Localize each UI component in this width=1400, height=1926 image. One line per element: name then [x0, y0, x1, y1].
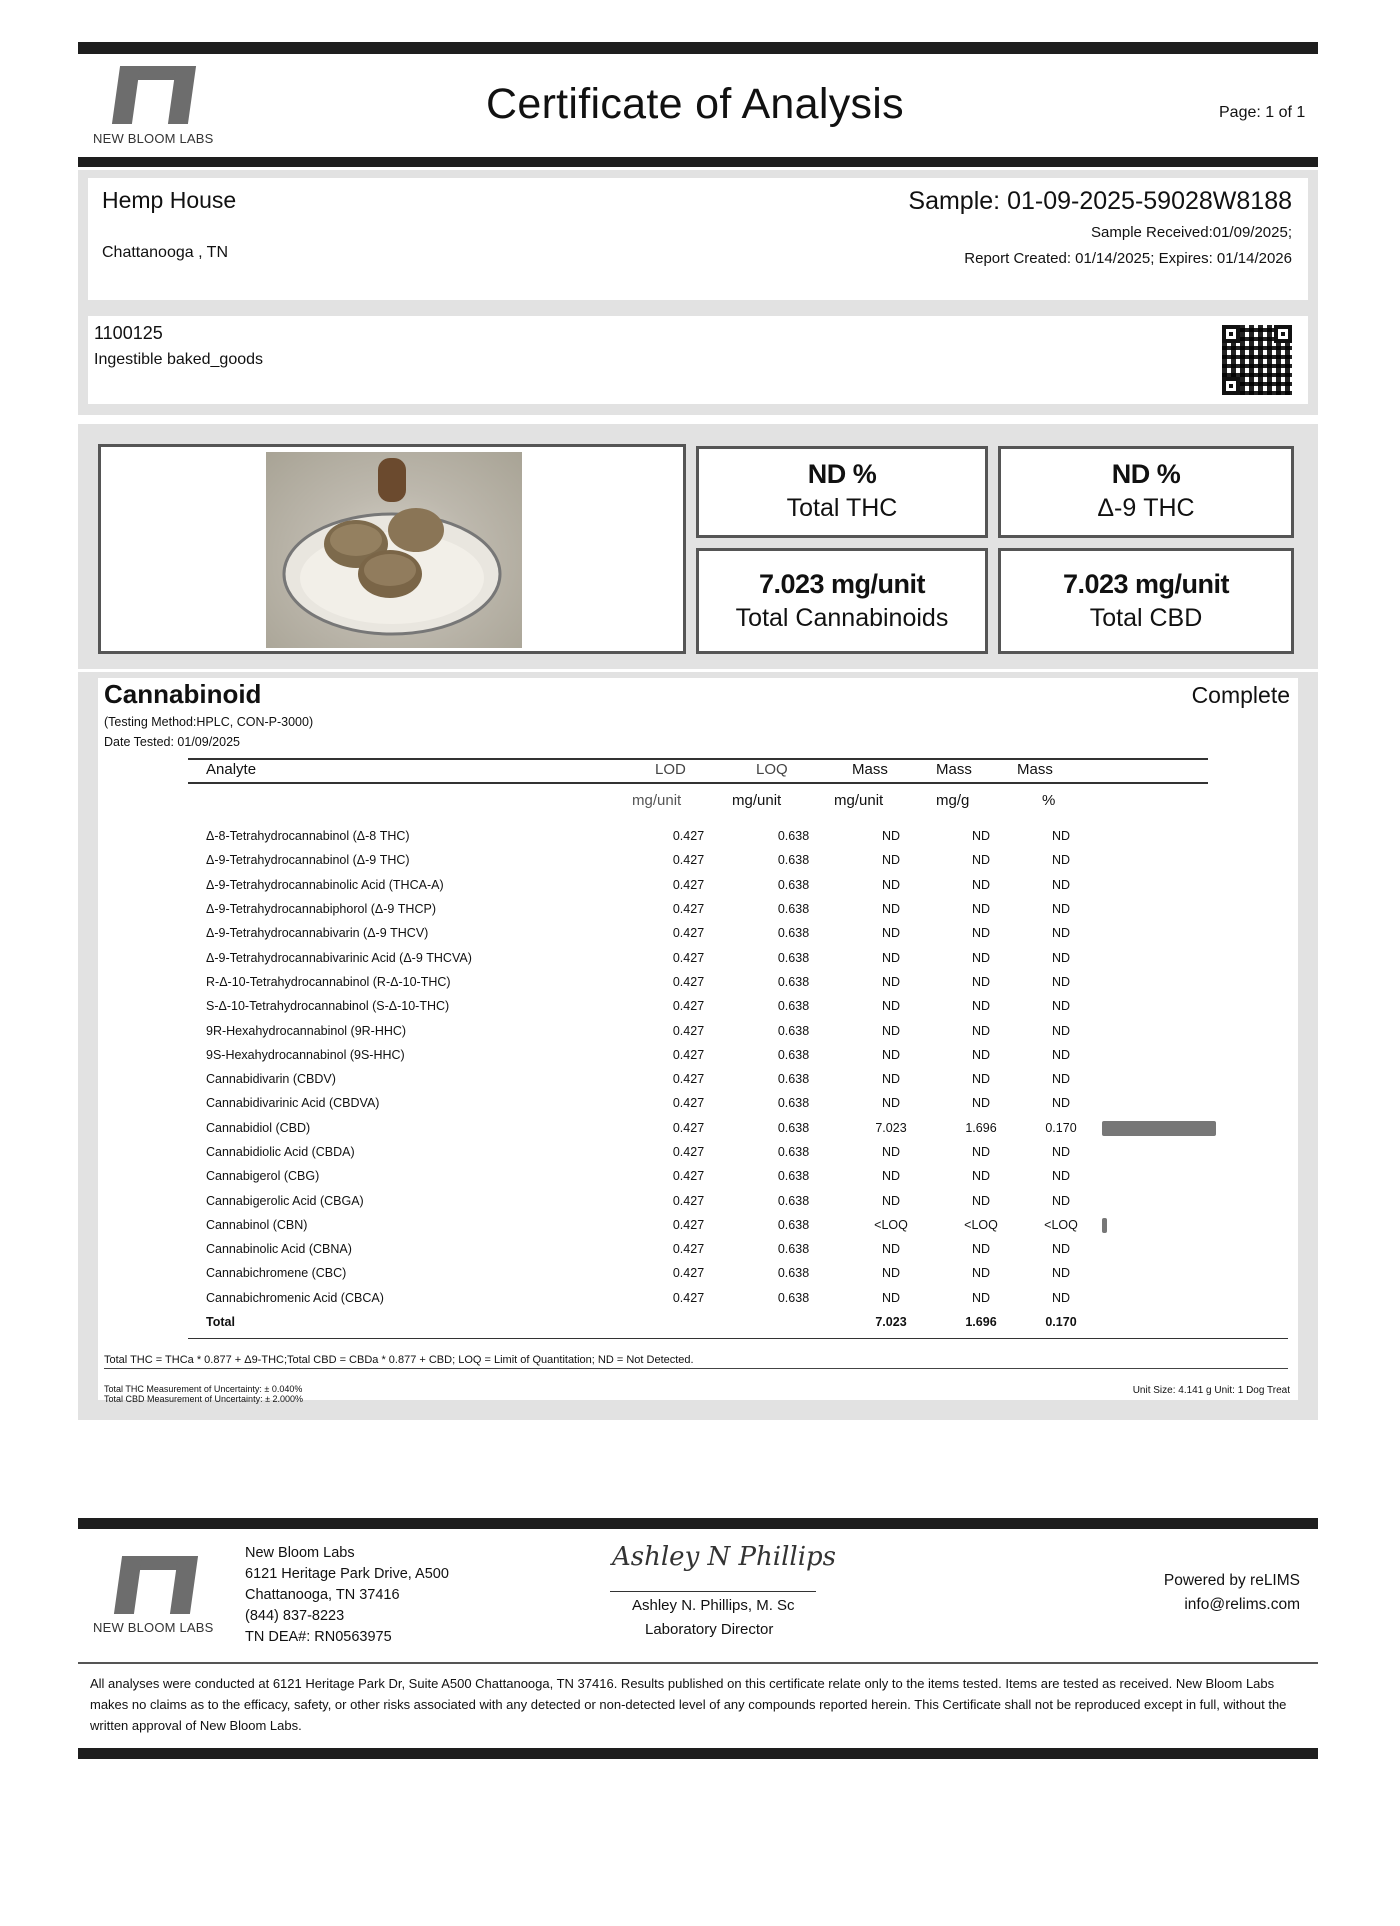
table-row — [206, 897, 1216, 921]
result-bar-cell — [1096, 970, 1216, 994]
unit-mass-pct: % — [1042, 792, 1056, 809]
loq-value: 0.638 — [777, 1072, 810, 1087]
lab-logo-icon — [110, 66, 192, 124]
table-row — [206, 824, 1216, 848]
mass-pct: ND — [1051, 1290, 1071, 1305]
lod-value: 0.427 — [672, 1290, 705, 1305]
loq-value: 0.638 — [777, 1266, 810, 1281]
loq-value: 0.638 — [777, 999, 810, 1014]
unit-mass-mgunit: mg/unit — [834, 792, 884, 809]
loq-value: 0.638 — [777, 1193, 810, 1208]
sample-photo — [266, 452, 522, 648]
table-row — [206, 1261, 1216, 1285]
product-info-box — [88, 316, 1308, 404]
mass-pct: ND — [1051, 853, 1071, 868]
analyte-name: S-Δ-10-Tetrahydrocannabinol (S-Δ-10-THC) — [206, 999, 450, 1014]
result-bar-cell — [1096, 873, 1216, 897]
col-header-loq: LOQ — [756, 761, 788, 778]
cbd-uncertainty: Total CBD Measurement of Uncertainty: ± 2.000% — [104, 1394, 304, 1404]
table-row — [206, 945, 1216, 969]
mass-mgg: ND — [971, 926, 991, 941]
analyte-name: Cannabigerol (CBG) — [206, 1169, 320, 1184]
total-mass-pct: 0.170 — [1045, 1315, 1077, 1330]
mass-mgunit: ND — [881, 1047, 901, 1062]
mass-pct: ND — [1051, 999, 1071, 1014]
analyte-name: Δ-8-Tetrahydrocannabinol (Δ-8 THC) — [206, 829, 410, 844]
total-loq-value — [741, 1310, 846, 1334]
sample-photo-drawing — [266, 452, 522, 648]
mass-mgg: ND — [971, 1193, 991, 1208]
mass-mgg: ND — [971, 1242, 991, 1257]
summary-label: Total CBD — [1089, 604, 1203, 632]
mass-mgg: ND — [971, 853, 991, 868]
mass-pct: <LOQ — [1044, 1217, 1078, 1232]
mass-pct: ND — [1051, 950, 1071, 965]
lod-value: 0.427 — [672, 1266, 705, 1281]
lab-address-line1: 6121 Heritage Park Drive, A500 — [245, 1566, 449, 1582]
total-mass-mgg: 1.696 — [965, 1315, 997, 1330]
mass-mgg: ND — [971, 1145, 991, 1159]
mass-pct: ND — [1051, 926, 1071, 941]
qr-code-icon — [1222, 325, 1292, 395]
report-dates: Report Created: 01/14/2025; Expires: 01/14/2026 — [964, 250, 1292, 267]
analyte-table — [206, 824, 1216, 1334]
mass-mgunit: ND — [881, 877, 901, 892]
mass-mgg: ND — [971, 902, 991, 917]
table-row — [206, 1067, 1216, 1091]
mass-mgunit: ND — [881, 1072, 901, 1087]
mass-mgunit: ND — [881, 1290, 901, 1305]
mass-mgg: ND — [971, 1096, 991, 1111]
summary-d9-thc — [998, 446, 1294, 538]
summary-label: Δ-9 THC — [1097, 494, 1195, 522]
mass-mgunit: ND — [881, 829, 901, 844]
lab-logo-text: NEW BLOOM LABS — [93, 131, 214, 146]
table-row — [206, 873, 1216, 897]
analyte-name: Δ-9-Tetrahydrocannabivarinic Acid (Δ-9 THCVA) — [206, 950, 472, 965]
batch-number: 1100125 — [94, 323, 163, 343]
lod-value: 0.427 — [672, 853, 705, 868]
mass-pct: ND — [1051, 974, 1071, 989]
table-row — [206, 970, 1216, 994]
lod-value: 0.427 — [672, 829, 705, 844]
total-bar-cell — [1096, 1310, 1216, 1334]
footer-logo-icon — [112, 1556, 194, 1614]
total-row — [206, 1310, 1216, 1334]
mass-pct: ND — [1051, 1047, 1071, 1062]
mass-mgg: ND — [971, 1072, 991, 1087]
loq-value: 0.638 — [777, 1145, 810, 1159]
col-header-mass-mgg: Mass — [936, 761, 972, 778]
table-row — [206, 1140, 1216, 1164]
mass-mgunit: ND — [881, 1193, 901, 1208]
result-bar-cell — [1096, 1116, 1216, 1140]
mass-mgunit: 7.023 — [875, 1120, 907, 1135]
mass-mgunit: ND — [881, 902, 901, 917]
total-lod-value — [636, 1310, 741, 1334]
loq-value: 0.638 — [777, 950, 810, 965]
mass-mgunit: ND — [881, 1169, 901, 1184]
sample-received: Sample Received:01/09/2025; — [1091, 224, 1292, 241]
result-bar-cell — [1096, 1043, 1216, 1067]
table-row — [206, 1237, 1216, 1261]
top-bar — [78, 42, 1318, 54]
analyte-name: Cannabinol (CBN) — [206, 1217, 308, 1232]
analyte-name: Cannabichromene (CBC) — [206, 1266, 347, 1281]
result-bar-cell — [1096, 994, 1216, 1018]
analyte-name: 9R-Hexahydrocannabinol (9R-HHC) — [206, 1023, 407, 1038]
loq-value: 0.638 — [777, 829, 810, 844]
table-row — [206, 921, 1216, 945]
lod-value: 0.427 — [672, 1145, 705, 1159]
analyte-name: Cannabichromenic Acid (CBCA) — [206, 1290, 384, 1305]
summary-label: Total Cannabinoids — [735, 604, 949, 632]
lod-value: 0.427 — [672, 1047, 705, 1062]
loq-value: 0.638 — [777, 877, 810, 892]
result-bar-cell — [1096, 921, 1216, 945]
mass-pct: ND — [1051, 1072, 1071, 1087]
loq-value: 0.638 — [777, 1242, 810, 1257]
lod-value: 0.427 — [672, 1096, 705, 1111]
mass-pct: ND — [1051, 877, 1071, 892]
analyte-name: Δ-9-Tetrahydrocannabivarin (Δ-9 THCV) — [206, 926, 429, 941]
table-row — [206, 1164, 1216, 1188]
summary-value: ND % — [1111, 459, 1181, 489]
mass-pct: ND — [1051, 1096, 1071, 1111]
client-name: Hemp House — [102, 187, 237, 213]
loq-value: 0.638 — [777, 1290, 810, 1305]
loq-value: 0.638 — [777, 853, 810, 868]
table-row — [206, 1043, 1216, 1067]
lod-value: 0.427 — [672, 1242, 705, 1257]
table-row — [206, 1188, 1216, 1212]
summary-label: Total THC — [786, 494, 898, 522]
lod-value: 0.427 — [672, 1023, 705, 1038]
unit-size: Unit Size: 4.141 g Unit: 1 Dog Treat — [1132, 1385, 1290, 1396]
lod-value: 0.427 — [672, 974, 705, 989]
result-bar-cell — [1096, 1164, 1216, 1188]
unit-lod: mg/unit — [632, 792, 682, 809]
loq-value: 0.638 — [777, 1217, 810, 1232]
lod-value: 0.427 — [672, 1120, 705, 1135]
table-row — [206, 1286, 1216, 1310]
header-rule — [188, 782, 1208, 784]
mass-mgunit: ND — [881, 1145, 901, 1159]
result-bar-cell — [1096, 824, 1216, 848]
unit-loq: mg/unit — [732, 792, 782, 809]
mass-pct: ND — [1051, 1145, 1071, 1159]
total-label: Total — [206, 1315, 235, 1330]
lab-phone: (844) 837-8223 — [245, 1608, 345, 1624]
table-row — [206, 1213, 1216, 1237]
mass-mgg: ND — [971, 1047, 991, 1062]
analyte-name: 9S-Hexahydrocannabinol (9S-HHC) — [206, 1047, 405, 1062]
product-matrix: Ingestible baked_goods — [94, 351, 264, 368]
formula-rule — [104, 1368, 1288, 1369]
testing-method: (Testing Method:HPLC, CON-P-3000) — [104, 715, 314, 729]
table-bottom-rule — [188, 1338, 1288, 1339]
mass-mgg: 1.696 — [965, 1120, 997, 1135]
loq-value: 0.638 — [777, 974, 810, 989]
section-title: Cannabinoid — [104, 679, 262, 709]
table-row — [206, 994, 1216, 1018]
loq-value: 0.638 — [777, 1096, 810, 1111]
mass-pct: ND — [1051, 829, 1071, 844]
result-bar-cell — [1096, 1140, 1216, 1164]
lod-value: 0.427 — [672, 1169, 705, 1184]
signer-name: Ashley N. Phillips, M. Sc — [632, 1597, 795, 1614]
result-bar-cell — [1096, 1213, 1216, 1237]
mass-mgunit: ND — [881, 974, 901, 989]
summary-value: 7.023 mg/unit — [758, 569, 926, 599]
sample-id: Sample: 01-09-2025-59028W8188 — [908, 187, 1292, 215]
analyte-name: Cannabinolic Acid (CBNA) — [206, 1242, 352, 1257]
analyte-name: Cannabigerolic Acid (CBGA) — [206, 1193, 364, 1208]
lab-address-line2: Chattanooga, TN 37416 — [245, 1587, 400, 1603]
mass-pct: ND — [1051, 1193, 1071, 1208]
summary-total-thc — [696, 446, 988, 538]
cbd-result-bar — [1102, 1121, 1216, 1136]
result-bar-cell — [1096, 1261, 1216, 1285]
result-bar-cell — [1096, 945, 1216, 969]
table-row — [206, 1116, 1216, 1140]
analyte-name: Δ-9-Tetrahydrocannabinolic Acid (THCA-A) — [206, 877, 444, 892]
header-divider — [78, 157, 1318, 167]
mass-pct: ND — [1051, 902, 1071, 917]
thc-uncertainty: Total THC Measurement of Uncertainty: ± 0.040% — [104, 1384, 303, 1394]
mass-pct: 0.170 — [1045, 1120, 1077, 1135]
page-number: Page: 1 of 1 — [1219, 104, 1306, 121]
date-tested: Date Tested: 01/09/2025 — [104, 735, 240, 749]
signer-title: Laboratory Director — [645, 1621, 774, 1638]
loq-value: 0.638 — [777, 1169, 810, 1184]
mass-mgunit: ND — [881, 950, 901, 965]
formula-note: Total THC = THCa * 0.877 + Δ9-THC;Total CBD = CBDa * 0.877 + CBD; LOQ = Limit of Quantitation; ND = Not Detected. — [104, 1354, 694, 1366]
summary-total-cbd — [998, 548, 1294, 654]
powered-by: Powered by reLIMS — [1163, 1572, 1300, 1589]
footer-logo-text: NEW BLOOM LABS — [93, 1620, 214, 1635]
mass-pct: ND — [1051, 1242, 1071, 1257]
cbn-result-bar — [1102, 1218, 1107, 1233]
mass-pct: ND — [1051, 1266, 1071, 1281]
col-header-lod: LOD — [655, 761, 686, 778]
mass-mgunit: ND — [881, 926, 901, 941]
mass-mgg: ND — [971, 999, 991, 1014]
mass-mgunit: ND — [881, 1096, 901, 1111]
mass-mgg: ND — [971, 1023, 991, 1038]
result-bar-cell — [1096, 848, 1216, 872]
mass-mgunit: ND — [881, 853, 901, 868]
disclaimer: All analyses were conducted at 6121 Heritage Park Dr, Suite A500 Chattanooga, TN 37416. Results published on this certificate relate only to the items tested. Items are tested as received. New Bloom Labs makes no claims as to the efficacy, safety, or other risks associated with any detected or non-detected level of any compounds reported herein. This Certificate shall not be reproduced except in full, without the written approval of New Bloom Labs. — [90, 1676, 1287, 1733]
footer-divider — [78, 1662, 1318, 1664]
analyte-name: Cannabidivarin (CBDV) — [206, 1072, 336, 1087]
loq-value: 0.638 — [777, 1023, 810, 1038]
mass-pct: ND — [1051, 1023, 1071, 1038]
lod-value: 0.427 — [672, 926, 705, 941]
result-bar-cell — [1096, 1188, 1216, 1212]
signature-line — [610, 1591, 816, 1592]
section-status: Complete — [1191, 682, 1290, 708]
analyte-name: Δ-9-Tetrahydrocannabinol (Δ-9 THC) — [206, 853, 410, 868]
loq-value: 0.638 — [777, 902, 810, 917]
lab-name: New Bloom Labs — [245, 1545, 355, 1561]
mass-mgg: ND — [971, 974, 991, 989]
result-bar-cell — [1096, 1237, 1216, 1261]
lod-value: 0.427 — [672, 902, 705, 917]
lod-value: 0.427 — [672, 950, 705, 965]
mass-mgg: ND — [971, 829, 991, 844]
mass-mgunit: ND — [881, 1242, 901, 1257]
page-title: Certificate of Analysis — [486, 80, 904, 128]
table-row — [206, 1091, 1216, 1115]
table-top-rule — [188, 758, 1208, 760]
result-bar-cell — [1096, 1091, 1216, 1115]
mass-mgg: ND — [971, 1169, 991, 1184]
result-bar-cell — [1096, 1067, 1216, 1091]
result-bar-cell — [1096, 1286, 1216, 1310]
mass-mgg: ND — [971, 1290, 991, 1305]
footer-lab-address — [245, 1543, 449, 1648]
loq-value: 0.638 — [777, 1047, 810, 1062]
mass-pct: ND — [1051, 1169, 1071, 1184]
table-row — [206, 848, 1216, 872]
mass-mgg: <LOQ — [964, 1217, 998, 1232]
summary-value: ND % — [807, 459, 877, 489]
result-bar-cell — [1096, 897, 1216, 921]
lab-dea: TN DEA#: RN0563975 — [245, 1629, 392, 1645]
analyte-name: R-Δ-10-Tetrahydrocannabinol (R-Δ-10-THC) — [206, 974, 451, 989]
lod-value: 0.427 — [672, 1193, 705, 1208]
loq-value: 0.638 — [777, 926, 810, 941]
analyte-name: Cannabidiol (CBD) — [206, 1120, 311, 1135]
analyte-name: Cannabidiolic Acid (CBDA) — [206, 1145, 355, 1159]
mass-mgunit: ND — [881, 1023, 901, 1038]
total-mass-mgunit: 7.023 — [875, 1315, 907, 1330]
unit-mass-mgg: mg/g — [936, 792, 970, 809]
loq-value: 0.638 — [777, 1120, 810, 1135]
analyte-name: Cannabidivarinic Acid (CBDVA) — [206, 1096, 380, 1111]
lod-value: 0.427 — [672, 999, 705, 1014]
mass-mgg: ND — [971, 877, 991, 892]
support-email[interactable]: info@relims.com — [1184, 1596, 1300, 1613]
summary-value: 7.023 mg/unit — [1062, 569, 1230, 599]
mass-mgg: ND — [971, 1266, 991, 1281]
mass-mgunit: <LOQ — [874, 1217, 908, 1232]
signature: Ashley N Phillips — [612, 1542, 837, 1572]
bottom-bar — [78, 1748, 1318, 1759]
mass-mgg: ND — [971, 950, 991, 965]
lod-value: 0.427 — [672, 1217, 705, 1232]
mass-mgunit: ND — [881, 999, 901, 1014]
mass-mgunit: ND — [881, 1266, 901, 1281]
result-bar-cell — [1096, 1018, 1216, 1042]
lod-value: 0.427 — [672, 1072, 705, 1087]
table-row — [206, 1018, 1216, 1042]
col-header-mass-pct: Mass — [1017, 761, 1053, 778]
lod-value: 0.427 — [672, 877, 705, 892]
col-header-mass-mgunit: Mass — [852, 761, 888, 778]
col-header-analyte: Analyte — [206, 761, 257, 778]
analyte-name: Δ-9-Tetrahydrocannabiphorol (Δ-9 THCP) — [206, 902, 436, 917]
client-location: Chattanooga , TN — [102, 244, 229, 261]
summary-total-cannabinoids — [696, 548, 988, 654]
footer-bar — [78, 1518, 1318, 1529]
